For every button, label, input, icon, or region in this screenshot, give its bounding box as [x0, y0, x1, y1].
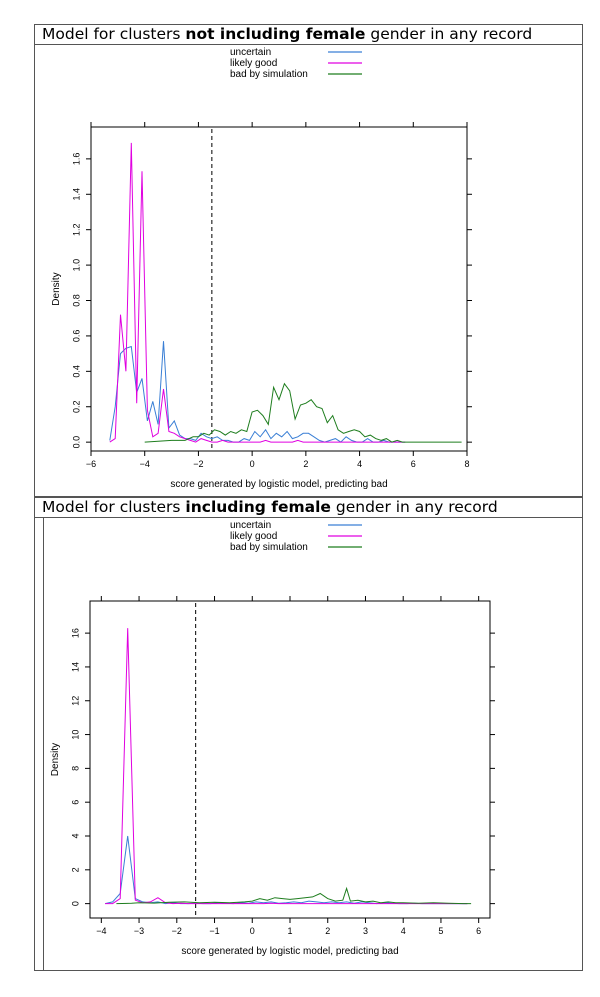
x-tick-label: 4	[357, 459, 363, 469]
legend-label: bad by simulation	[230, 69, 308, 80]
panel-including-female	[34, 497, 583, 971]
y-tick-label: 0.8	[71, 294, 82, 307]
y-tick-label: 14	[70, 661, 81, 672]
y-axis-label: Density	[50, 742, 61, 777]
series-line	[116, 888, 471, 903]
y-tick-label: 16	[70, 628, 81, 639]
x-tick-label: −1	[209, 926, 220, 936]
x-tick-label: 0	[249, 459, 255, 469]
legend-label: bad by simulation	[230, 542, 308, 553]
x-tick-label: −4	[139, 459, 150, 469]
density-chart-including-female	[35, 518, 582, 970]
x-tick-label: 6	[410, 459, 416, 469]
x-axis-label: score generated by logistic model, predicting bad	[181, 946, 399, 957]
panel-title: Model for clusters not including female gender in any record	[35, 25, 582, 45]
x-tick-label: 3	[362, 926, 368, 936]
x-tick-label: −6	[85, 459, 97, 469]
y-tick-label: 0.2	[71, 400, 82, 413]
x-tick-label: −2	[193, 459, 204, 469]
y-tick-label: 8	[70, 765, 81, 771]
legend-label: uncertain	[230, 47, 272, 58]
y-tick-label: 4	[70, 833, 81, 839]
x-tick-label: 8	[464, 459, 470, 469]
x-tick-label: 6	[476, 926, 482, 936]
x-tick-label: 2	[303, 459, 309, 469]
plot-frame	[90, 601, 490, 918]
y-tick-label: 0.4	[71, 365, 82, 378]
series-line	[110, 341, 405, 442]
x-tick-label: 2	[325, 926, 331, 936]
x-tick-label: 4	[400, 926, 406, 936]
legend-label: uncertain	[230, 520, 272, 531]
y-tick-label: 0	[70, 901, 81, 907]
y-tick-label: 10	[70, 729, 81, 740]
y-tick-label: 1.4	[71, 188, 82, 201]
x-axis-label: score generated by logistic model, predicting bad	[170, 479, 388, 490]
x-tick-label: 5	[438, 926, 444, 936]
legend-label: likely good	[230, 58, 278, 69]
y-tick-label: 0.0	[71, 435, 82, 449]
y-tick-label: 1.0	[71, 258, 82, 272]
y-tick-label: 12	[70, 695, 81, 706]
y-tick-label: 0.6	[71, 329, 82, 343]
series-line	[110, 143, 405, 442]
y-axis-label: Density	[51, 272, 62, 306]
y-tick-label: 1.2	[71, 223, 82, 236]
series-line	[105, 628, 467, 904]
x-tick-label: −3	[133, 926, 145, 936]
x-tick-label: 0	[249, 926, 255, 936]
x-tick-label: −4	[96, 926, 107, 936]
x-tick-label: 1	[287, 926, 293, 936]
density-chart-male-only	[35, 45, 582, 497]
x-tick-label: −2	[171, 926, 182, 936]
y-tick-label: 2	[70, 867, 81, 873]
series-line	[105, 836, 467, 904]
panel-title-emphasis: including female	[185, 498, 331, 516]
panel-title-emphasis: not including female	[185, 25, 366, 43]
legend-label: likely good	[230, 531, 278, 542]
panel-title: Model for clusters including female gender in any record	[35, 498, 582, 518]
y-tick-label: 6	[70, 799, 81, 805]
y-tick-label: 1.6	[71, 152, 82, 166]
panel-male-only	[34, 24, 583, 497]
